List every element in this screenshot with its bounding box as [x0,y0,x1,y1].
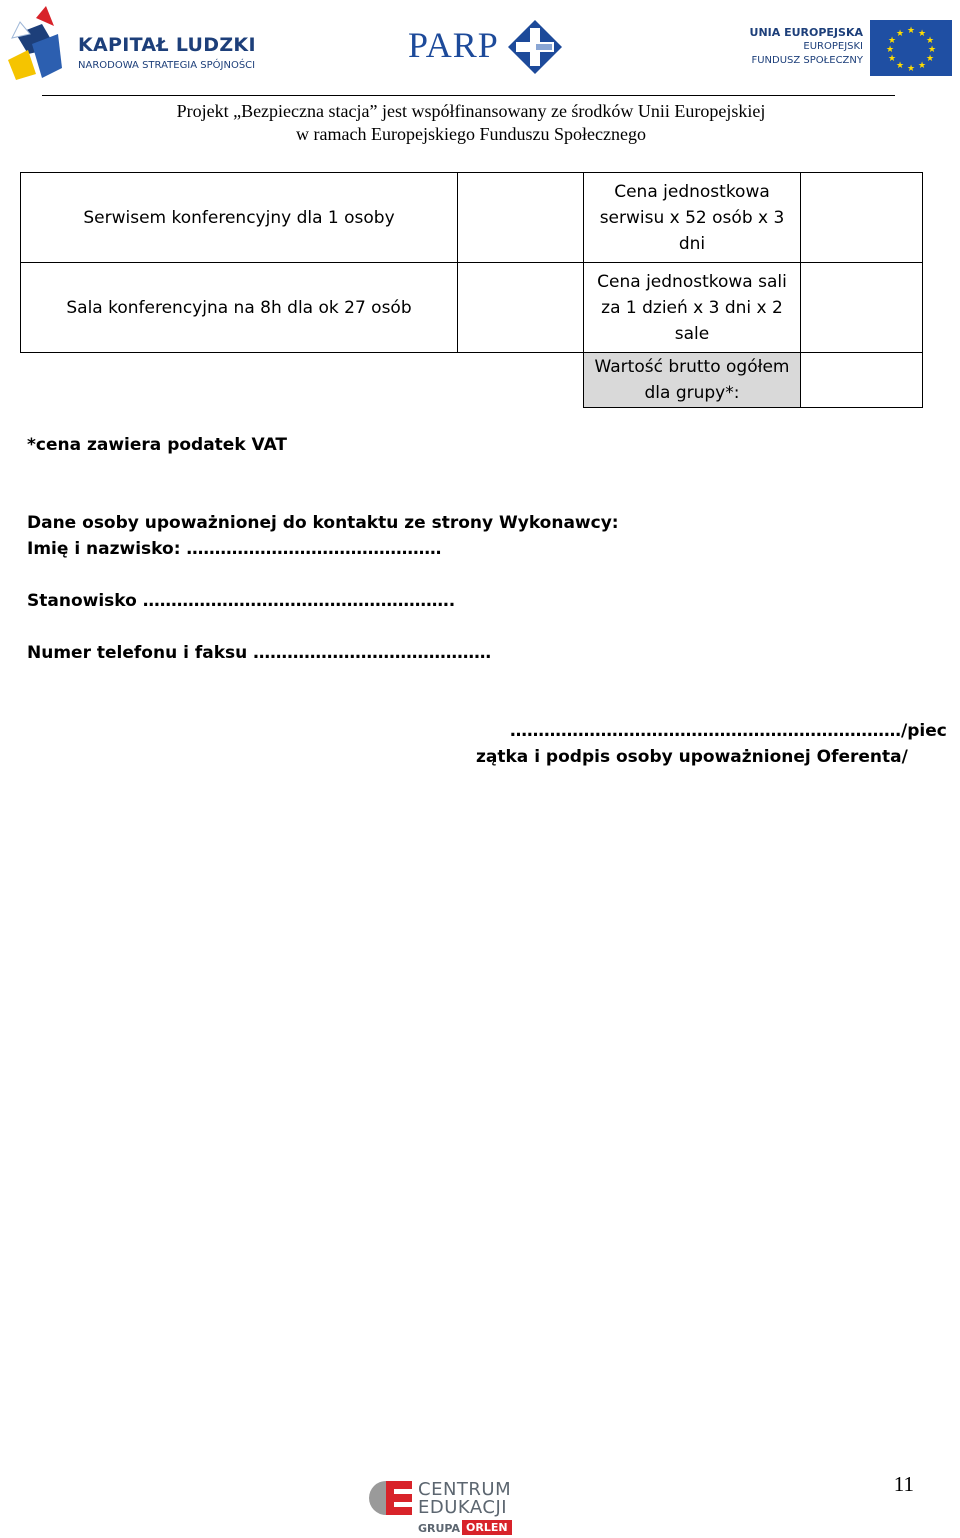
parp-diamond-icon [506,18,564,76]
table-row-desc: Cena jednostkowa serwisu x 52 osób x 3 dni [583,172,801,263]
svg-text:★: ★ [917,61,927,71]
total-value[interactable] [800,352,923,408]
orlen-e-icon [368,1480,414,1516]
svg-text:★: ★ [917,29,927,39]
table-row-label: Serwisem konferencyjny dla 1 osoby [20,172,458,263]
contact-phone-field: Numer telefonu i faksu …………………………………… [27,643,492,663]
kapital-ludzki-emblem-icon [6,4,68,84]
svg-text:★: ★ [887,36,897,46]
project-line-1: Projekt „Bezpieczna stacja” jest współfinansowany ze środków Unii Europejskiej [176,101,766,121]
parp-logo [408,14,568,80]
kapital-ludzki-subtitle: NARODOWA STRATEGIA SPÓJNOŚCI [78,60,256,71]
contact-name-field: Imię i nazwisko: ……………………………………… [27,539,442,559]
total-label: Wartość brutto ogółem dla grupy*: [583,352,801,408]
signature-line-2: zątka i podpis osoby upoważnionej Oferenta/ [476,747,908,767]
svg-text:★: ★ [925,54,935,64]
svg-text:★: ★ [895,61,905,71]
eu-logo-line3: FUNDUSZ SPOŁECZNY [751,55,863,66]
ce-line2: EDUKACJI [418,1497,508,1518]
eu-logo-line2: EUROPEJSKI [803,41,863,52]
parp-wordmark: PARP [408,25,499,65]
eu-logo-line1: UNIA EUROPEJSKA [749,26,863,39]
ce-line1: CENTRUM [418,1479,512,1500]
centrum-edukacji-logo [368,1476,518,1538]
kapital-ludzki-title: KAPITAŁ LUDZKI [78,34,256,56]
ce-grupa: GRUPA [418,1522,460,1535]
project-line-2: w ramach Europejskiego Funduszu Społecznego [296,124,646,144]
contact-position-field: Stanowisko ………………………………………………. [27,591,456,611]
table-row-value[interactable] [800,172,923,263]
svg-text:★: ★ [906,64,916,74]
eu-efs-logo [740,18,955,80]
ce-orlen: ORLEN [462,1520,512,1535]
svg-text:★: ★ [885,45,895,55]
vat-note: *cena zawiera podatek VAT [27,435,287,455]
eu-flag-icon [870,20,952,76]
header-rule [42,95,895,96]
svg-text:★: ★ [906,26,916,36]
table-row-label: Sala konferencyjna na 8h dla ok 27 osób [20,262,458,353]
page-number: 11 [893,1472,914,1496]
table-row-desc: Cena jednostkowa sali za 1 dzień x 3 dni x 2 sale [583,262,801,353]
table-row-value[interactable] [800,262,923,353]
svg-text:★: ★ [895,29,905,39]
svg-text:★: ★ [887,54,897,64]
svg-text:★: ★ [925,36,935,46]
table-row-mid [457,262,584,353]
contact-heading: Dane osoby upoważnionej do kontaktu ze strony Wykonawcy: [27,513,619,533]
svg-text:★: ★ [927,45,937,55]
signature-line-1: ……………………………………………………………/piec [510,721,947,741]
kapital-ludzki-logo [6,4,266,84]
table-row-mid [457,172,584,263]
